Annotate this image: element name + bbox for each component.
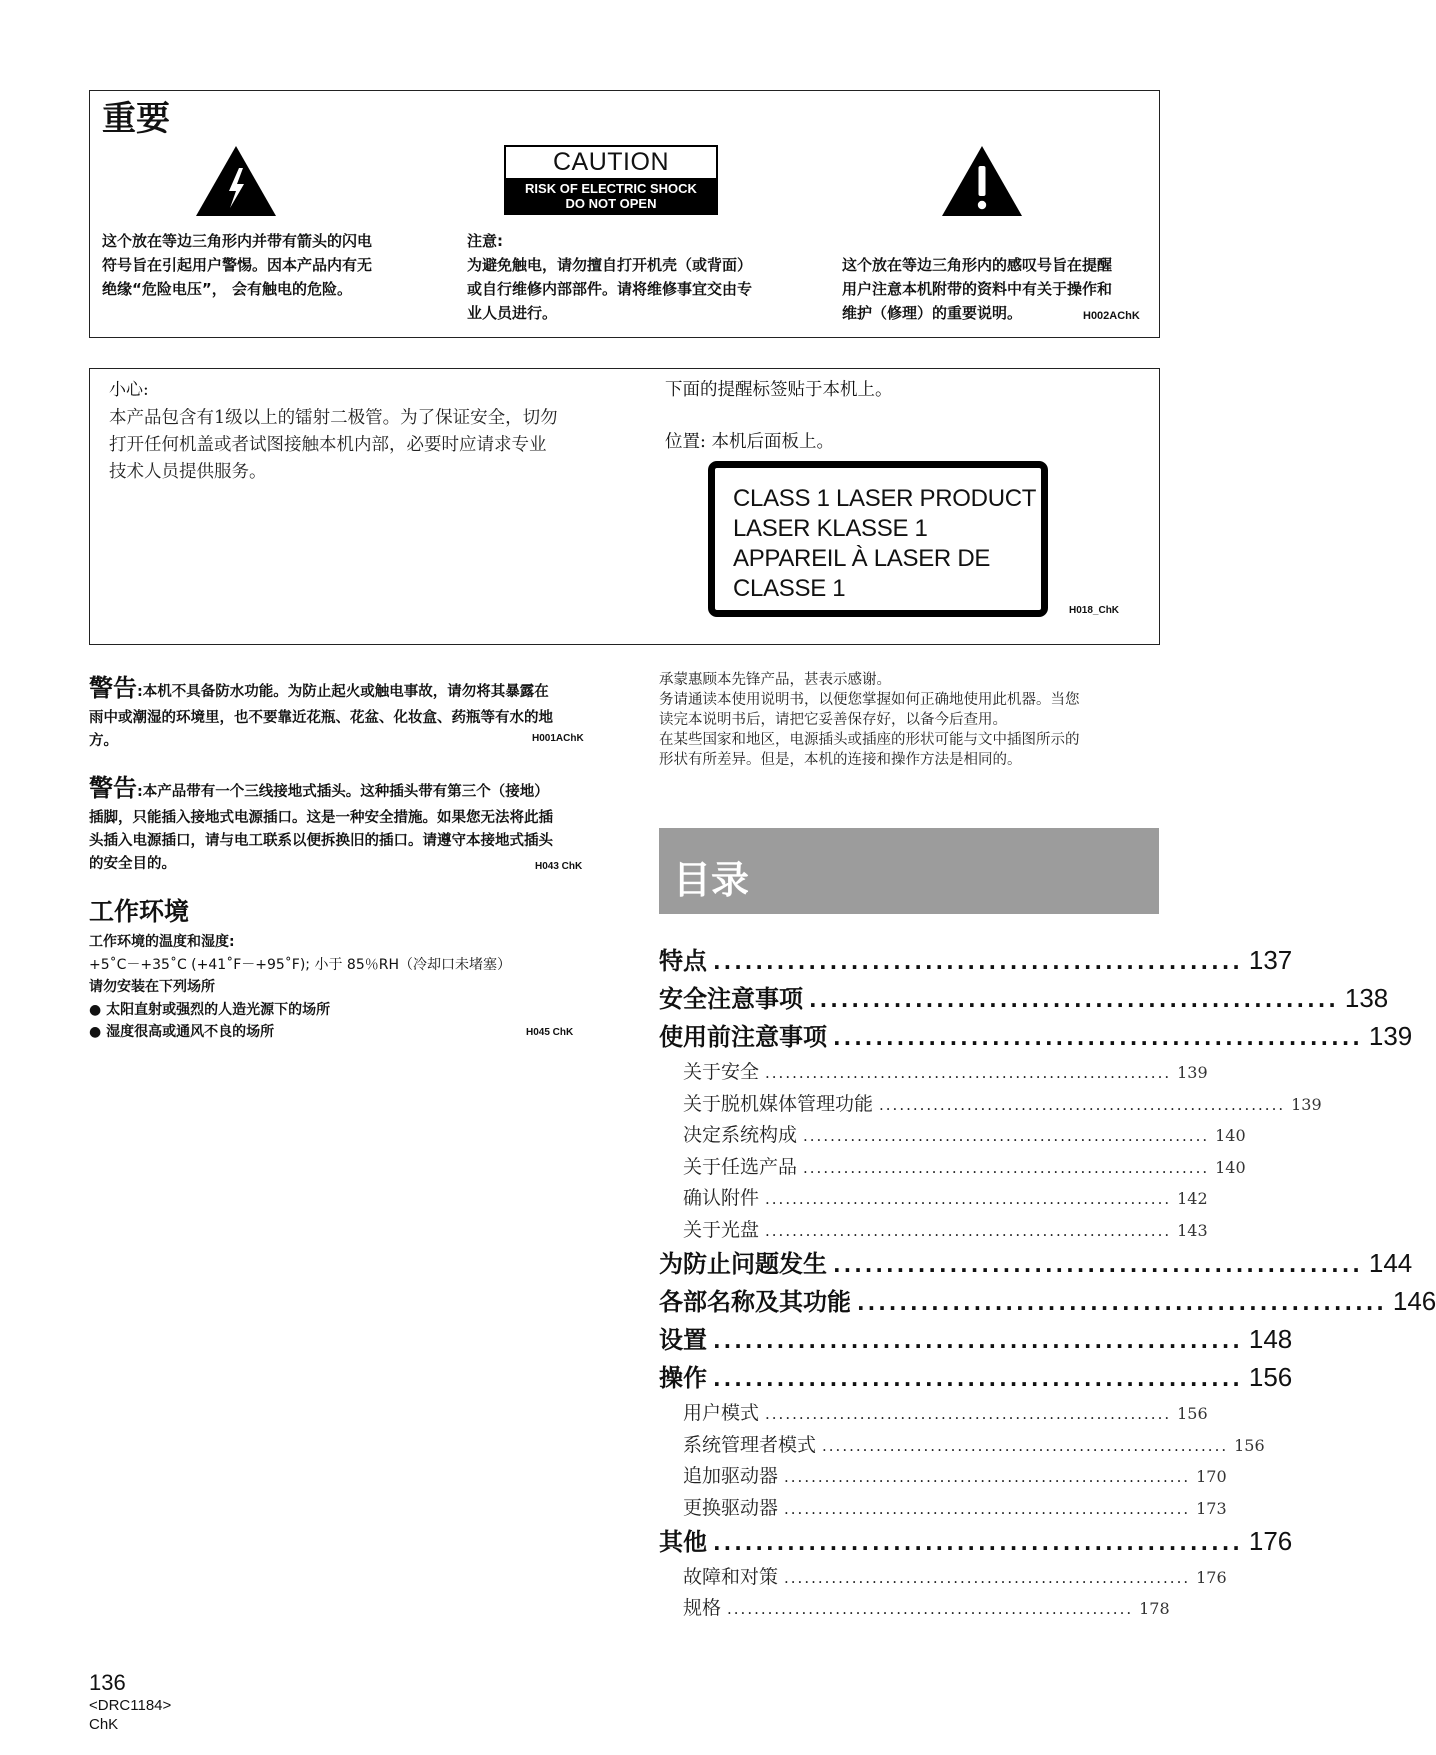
- toc-subentry[interactable]: 规格 ............................................................ 178: [683, 1597, 1170, 1619]
- lightning-warning-icon: [194, 144, 278, 218]
- label-note: 下面的提醒标签贴于本机上。: [665, 380, 893, 400]
- toc-entry[interactable]: 为防止问题发生 .................................................. 144: [659, 1248, 1413, 1278]
- thanks-text: 承蒙惠顾本先锋产品，甚表示感谢。 务请通读本使用说明书，以便您掌握如何正确地使用此机器。当您 读完本说明书后，请把它妥善保存好，以备今后查用。 在某些国家和地区，电源插头或插座的形状可能与文中插图所示的 形状有所差异。但是，本机的连接和操作方法是相同的。: [659, 672, 1080, 768]
- toc-entry[interactable]: 设置 .................................................. 148: [659, 1324, 1293, 1354]
- language-code: ChK: [89, 1716, 119, 1733]
- exclamation-symbol-text: 这个放在等边三角形内的感叹号旨在提醒 用户注意本机附带的资料中有关于操作和 维护（修理）的重要说明。: [842, 256, 1113, 322]
- important-code: H002AChK: [1083, 310, 1140, 322]
- toc-subentry[interactable]: 系统管理者模式 ............................................................ 156: [683, 1434, 1265, 1456]
- toc-subentry[interactable]: 追加驱动器 ............................................................ 170: [683, 1465, 1227, 1487]
- important-title: 重要: [102, 99, 170, 139]
- model-code: <DRC1184>: [89, 1697, 172, 1714]
- toc-subentry[interactable]: 关于安全 ............................................................ 139: [683, 1061, 1208, 1083]
- warning-1: 警告:本机不具备防水功能。为防止起火或触电事故，请勿将其暴露在 雨中或潮湿的环境里，也不要靠近花瓶、花盆、化妆盒、药瓶等有水的地 方。: [89, 674, 553, 749]
- toc-entry[interactable]: 特点 .................................................. 137: [659, 945, 1293, 975]
- toc-entry[interactable]: 操作 .................................................. 156: [659, 1362, 1293, 1392]
- toc-subentry[interactable]: 关于脱机媒体管理功能 ............................................................ 139: [683, 1093, 1322, 1115]
- toc-subentry[interactable]: 故障和对策 ............................................................ 176: [683, 1566, 1227, 1588]
- laser-caution-text: 本产品包含有1级以上的镭射二极管。为了保证安全，切勿 打开任何机盖或者试图接触本机内部，必要时应请求专业 技术人员提供服务。: [109, 408, 558, 482]
- toc-entry[interactable]: 各部名称及其功能 .................................................. 146: [659, 1286, 1436, 1316]
- caution-label: [504, 145, 718, 215]
- toc-header: [659, 828, 1159, 914]
- label-position: 位置: 本机后面板上。: [665, 432, 834, 452]
- warning-2: 警告:本产品带有一个三线接地式插头。这种插头带有第三个（接地） 插脚，只能插入接地式电源插口。这是一种安全措施。如果您无法将此插 头插入电源插口，请与电工联系以便拆换旧的插口。请遵守本接地式插头 的安全目的。: [89, 774, 553, 872]
- lightning-symbol-text: 这个放在等边三角形内并带有箭头的闪电 符号旨在引起用户警惕。因本产品内有无 绝缘“危险电压”， 会有触电的危险。: [102, 232, 373, 298]
- warning-2-head: 警告: [89, 774, 137, 802]
- caution-label-warning: RISK OF ELECTRIC SHOCK DO NOT OPEN: [506, 178, 716, 213]
- bullet-icon: ●: [89, 1001, 102, 1018]
- toc-entry[interactable]: 使用前注意事项 .................................................. 139: [659, 1021, 1413, 1051]
- toc-subentry[interactable]: 确认附件 ............................................................ 142: [683, 1187, 1208, 1209]
- toc-entry[interactable]: 安全注意事项 .................................................. 138: [659, 983, 1389, 1013]
- laser-code: H018_ChK: [1069, 605, 1120, 616]
- page-number: 136: [89, 1670, 126, 1695]
- laser-product-label: CLASS 1 LASER PRODUCT LASER KLASSE 1 APPAREIL À LASER DE CLASSE 1: [708, 461, 1048, 617]
- toc-subentry[interactable]: 关于光盘 ............................................................ 143: [683, 1219, 1208, 1241]
- caution-notice-text: 注意: 为避免触电，请勿擅自打开机壳（或背面） 或自行维修内部部件。请将维修事宜交由专 业人员进行。: [467, 232, 753, 322]
- environment-title: 工作环境: [89, 897, 190, 926]
- warning-2-code: H043 ChK: [535, 861, 583, 872]
- exclamation-warning-icon: [940, 144, 1024, 218]
- warning-1-head: 警告: [89, 674, 137, 702]
- warning-1-code: H001AChK: [532, 733, 584, 744]
- toc-subentry[interactable]: 决定系统构成 ............................................................ 140: [683, 1124, 1246, 1146]
- environment-code: H045 ChK: [526, 1027, 574, 1038]
- environment-text: 工作环境的温度和湿度: +5˚C－+35˚C (+41˚F－+95˚F); 小于 85％RH（冷却口未堵塞） 请勿安装在下列场所 ● 太阳直射或强烈的人造光源下的场所 ● 湿度很高或通风不良的场所: [89, 934, 511, 1040]
- toc-title: 目录: [673, 858, 750, 902]
- toc-subentry[interactable]: 用户模式 ............................................................ 156: [683, 1402, 1208, 1424]
- laser-caution-title: 小心:: [109, 380, 149, 400]
- toc-subentry[interactable]: 关于任选产品 ............................................................ 140: [683, 1156, 1246, 1178]
- toc-subentry[interactable]: 更换驱动器 ............................................................ 173: [683, 1497, 1227, 1519]
- bullet-icon: ●: [89, 1024, 102, 1040]
- caution-label-title: CAUTION: [553, 148, 669, 176]
- toc-entry[interactable]: 其他 .................................................. 176: [659, 1526, 1293, 1556]
